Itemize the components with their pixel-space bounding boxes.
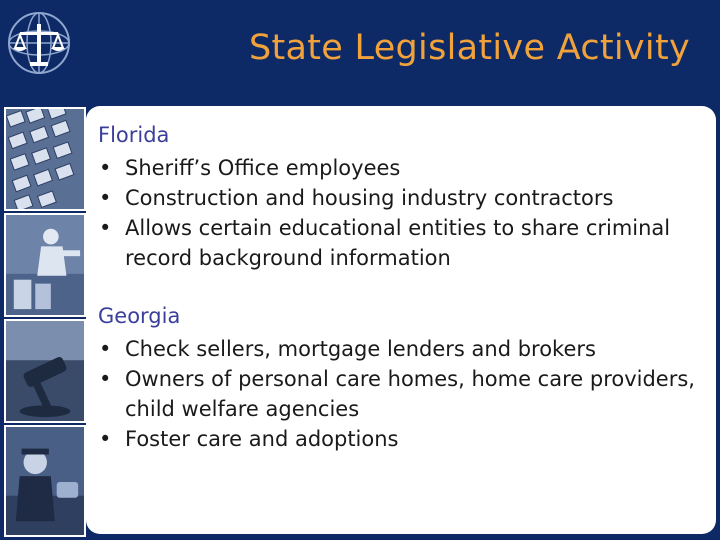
list-item-text: Check sellers, mortgage lenders and brokers xyxy=(125,337,596,361)
list-item-text: Foster care and adoptions xyxy=(125,427,399,451)
list-item-text: Allows certain educational entities to share criminal record background information xyxy=(125,216,671,270)
list-item-text: Sheriff’s Office employees xyxy=(125,156,401,180)
slide-title: State Legislative Activity xyxy=(248,28,690,68)
list-item xyxy=(98,213,716,273)
slide-header xyxy=(0,0,720,106)
list-item-text: Construction and housing industry contractors xyxy=(125,186,614,210)
list-item xyxy=(98,153,716,183)
list-item xyxy=(98,424,716,454)
bullet-icon: • xyxy=(99,156,112,180)
bullet-icon: • xyxy=(99,186,112,210)
justice-scales-logo-icon xyxy=(6,10,72,76)
office-worker-photo xyxy=(4,213,86,317)
photo-strip xyxy=(0,103,92,540)
georgia-bullet-list xyxy=(98,334,716,454)
list-item xyxy=(98,183,716,213)
bullet-icon: • xyxy=(99,427,112,451)
list-item xyxy=(98,364,716,424)
state-heading: Georgia xyxy=(98,304,181,328)
bullet-icon: • xyxy=(99,367,112,391)
florida-section xyxy=(98,118,716,273)
bullet-icon: • xyxy=(99,216,112,240)
bullet-icon: • xyxy=(99,337,112,361)
florida-bullet-list xyxy=(98,153,716,273)
georgia-section xyxy=(98,299,716,454)
police-officer-photo xyxy=(4,425,86,537)
list-item xyxy=(98,334,716,364)
state-heading: Florida xyxy=(98,123,170,147)
keyboard-photo xyxy=(4,107,86,211)
list-item-text: Owners of personal care homes, home care providers, child welfare agencies xyxy=(125,367,695,421)
content-panel xyxy=(86,106,716,534)
gavel-photo xyxy=(4,319,86,423)
